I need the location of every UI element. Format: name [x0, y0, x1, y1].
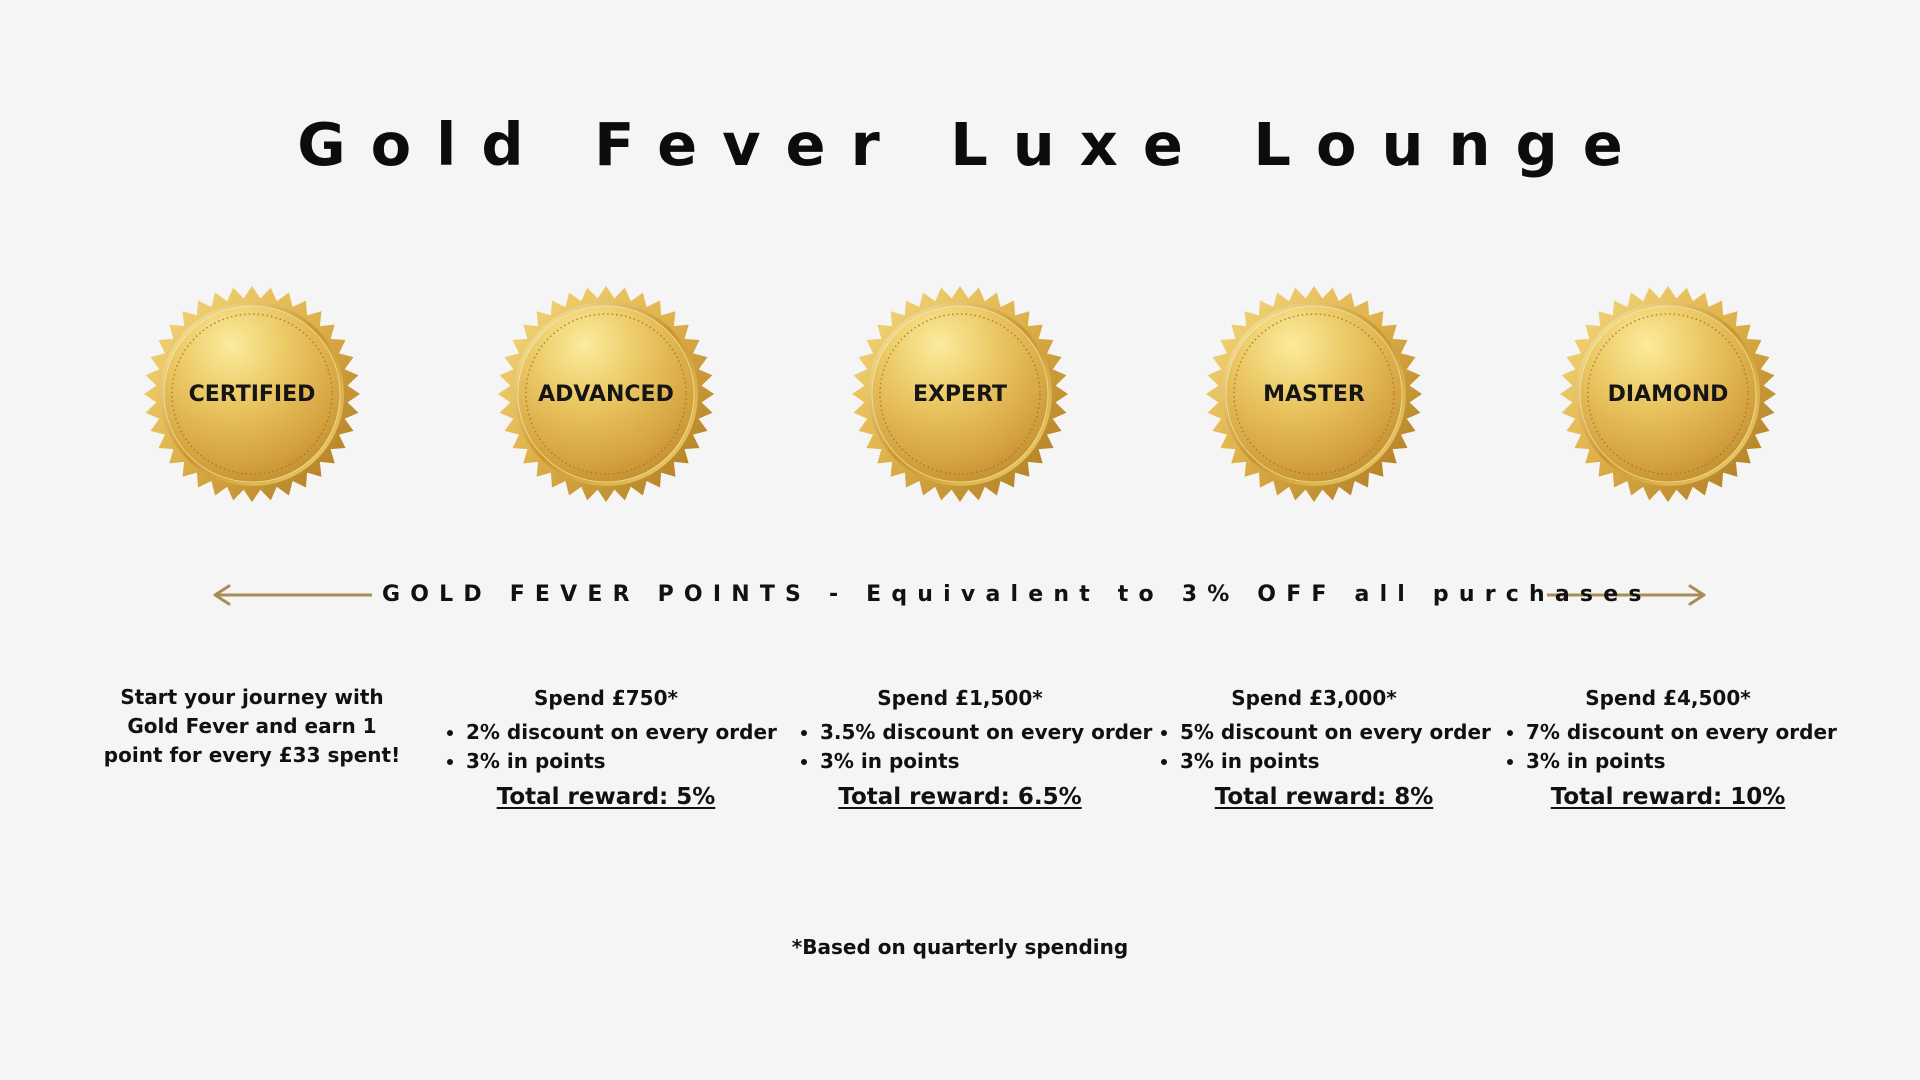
badge-label: CERTIFIED [188, 381, 316, 407]
benefit-list [436, 718, 776, 776]
benefit-list [1498, 718, 1838, 776]
badge-label: DIAMOND [1607, 381, 1729, 407]
badge-label: MASTER [1263, 381, 1365, 407]
footnote: *Based on quarterly spending [791, 935, 1129, 959]
page-title: Gold Fever Luxe Lounge [297, 110, 1648, 179]
benefit-list [1144, 718, 1491, 776]
tier-certified-details [82, 683, 422, 770]
benefit-item: • 2% discount on every order [466, 718, 776, 747]
benefit-item: • 3% in points [1180, 747, 1484, 776]
badge-diamond [1558, 284, 1778, 504]
badge-expert [850, 284, 1070, 504]
spend-threshold: Spend £4,500* [1585, 686, 1751, 710]
benefit-list [790, 718, 1153, 776]
points-banner-text: GOLD FEVER POINTS - Equivalent to 3% OFF all purchases [382, 582, 1652, 607]
certified-intro-text: Start your journey with Gold Fever and earn 1 point for every £33 spent! [103, 685, 401, 767]
spend-threshold: Spend £1,500* [877, 686, 1043, 710]
tier-expert-details [790, 683, 1153, 812]
badge-label: EXPERT [912, 381, 1008, 407]
total-reward: Total reward: 10% [1550, 784, 1786, 810]
tier-master-details [1144, 683, 1491, 812]
benefit-item: • 3.5% discount on every order [820, 718, 1130, 747]
benefit-item: • 3% in points [466, 747, 776, 776]
benefit-item: • 3% in points [820, 747, 1130, 776]
badge-label: ADVANCED [538, 381, 674, 407]
arrow-left-icon [215, 586, 372, 604]
badge-advanced [496, 284, 716, 504]
spend-threshold: Spend £750* [534, 686, 678, 710]
tier-diamond-details [1498, 683, 1838, 812]
points-banner [212, 580, 1707, 610]
benefit-item: • 3% in points [1526, 747, 1838, 776]
total-reward: Total reward: 6.5% [838, 784, 1082, 810]
total-reward: Total reward: 5% [496, 784, 716, 810]
total-reward: Total reward: 8% [1214, 784, 1434, 810]
spend-threshold: Spend £3,000* [1231, 686, 1397, 710]
badge-master [1204, 284, 1424, 504]
benefit-item: • 5% discount on every order [1180, 718, 1484, 747]
benefit-item: • 7% discount on every order [1526, 718, 1838, 747]
tier-advanced-details [436, 683, 776, 812]
badge-certified [142, 284, 362, 504]
